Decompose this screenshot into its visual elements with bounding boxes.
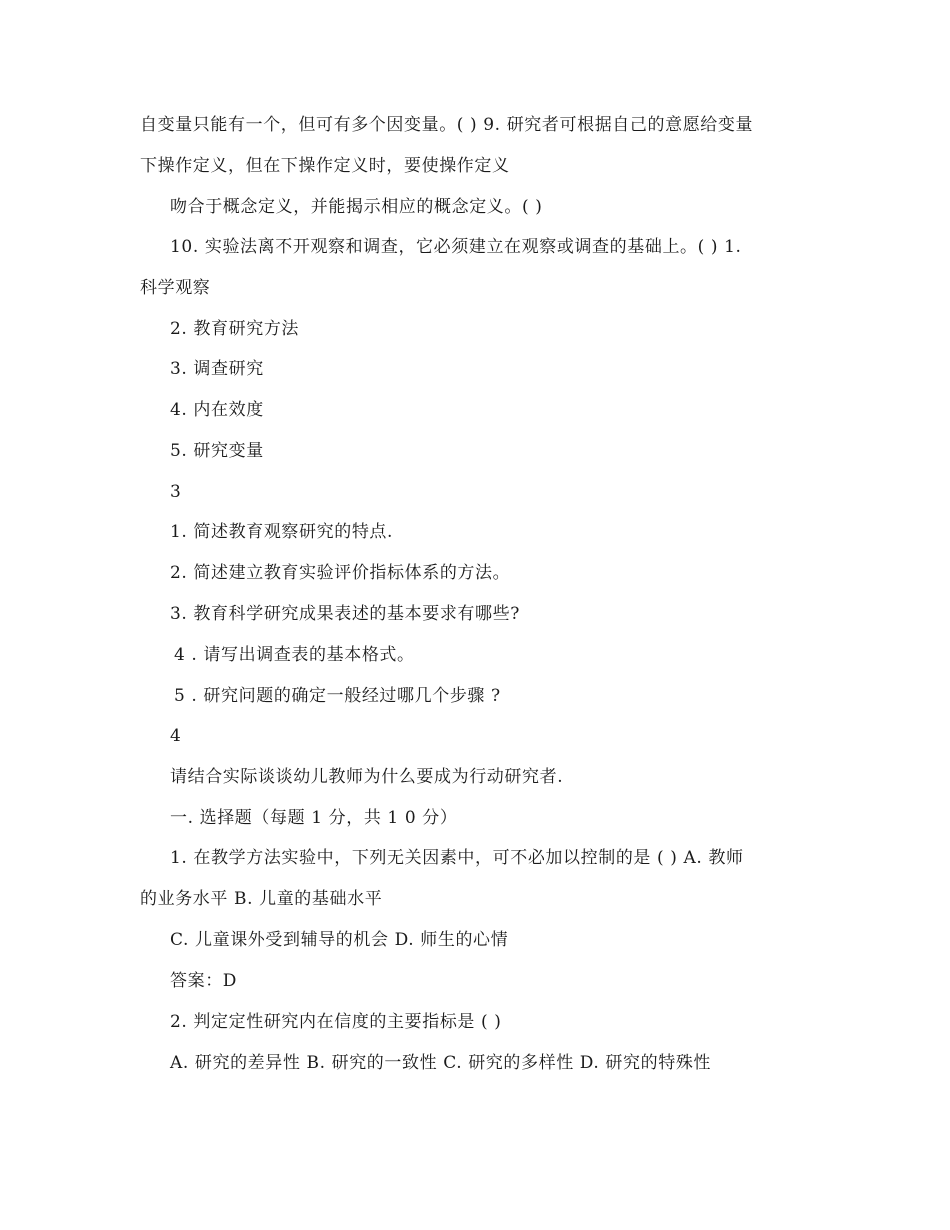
question-line: 1. 在教学方法实验中，下列无关因素中，可不必加以控制的是 ( ) A. 教师 [170,848,744,868]
section-heading: 一. 选择题（每题 1 分，共 1 0 分） [170,808,458,828]
answer-line: 答案：D [170,971,238,991]
list-item: 5 . 研究问题的确定一般经过哪几个步骤 ? [174,686,501,706]
text-line: 10. 实验法离不开观察和调查，它必须建立在观察或调查的基础上。( ) 1. [170,237,742,257]
section-number: 3 [170,482,182,502]
text-line: 自变量只能有一个，但可有多个因变量。( ) 9. 研究者可根据自己的意愿给变量 [140,115,754,135]
list-item: 4. 内在效度 [170,400,264,420]
list-item: 2. 简述建立教育实验评价指标体系的方法。 [170,563,511,583]
list-item: 4 . 请写出调查表的基本格式。 [174,645,415,665]
question-line: A. 研究的差异性 B. 研究的一致性 C. 研究的多样性 D. 研究的特殊性 [170,1053,712,1073]
list-item: 5. 研究变量 [170,441,264,461]
list-item: 3. 调查研究 [170,359,264,379]
list-item: 2. 教育研究方法 [170,319,300,339]
question-line: 的业务水平 B. 儿童的基础水平 [140,889,383,909]
text-line: 下操作定义，但在下操作定义时，要使操作定义 [140,156,510,176]
section-number: 4 [170,726,182,746]
text-line: 请结合实际谈谈幼儿教师为什么要成为行动研究者. [170,767,564,787]
text-line: 吻合于概念定义，并能揭示相应的概念定义。( ) [170,197,543,217]
question-line: 2. 判定定性研究内在信度的主要指标是 ( ) [170,1012,502,1032]
list-item: 3. 教育科学研究成果表述的基本要求有哪些? [170,604,520,624]
text-line: 科学观察 [140,278,211,298]
question-line: C. 儿童课外受到辅导的机会 D. 师生的心情 [170,930,509,950]
list-item: 1. 简述教育观察研究的特点. [170,522,394,542]
